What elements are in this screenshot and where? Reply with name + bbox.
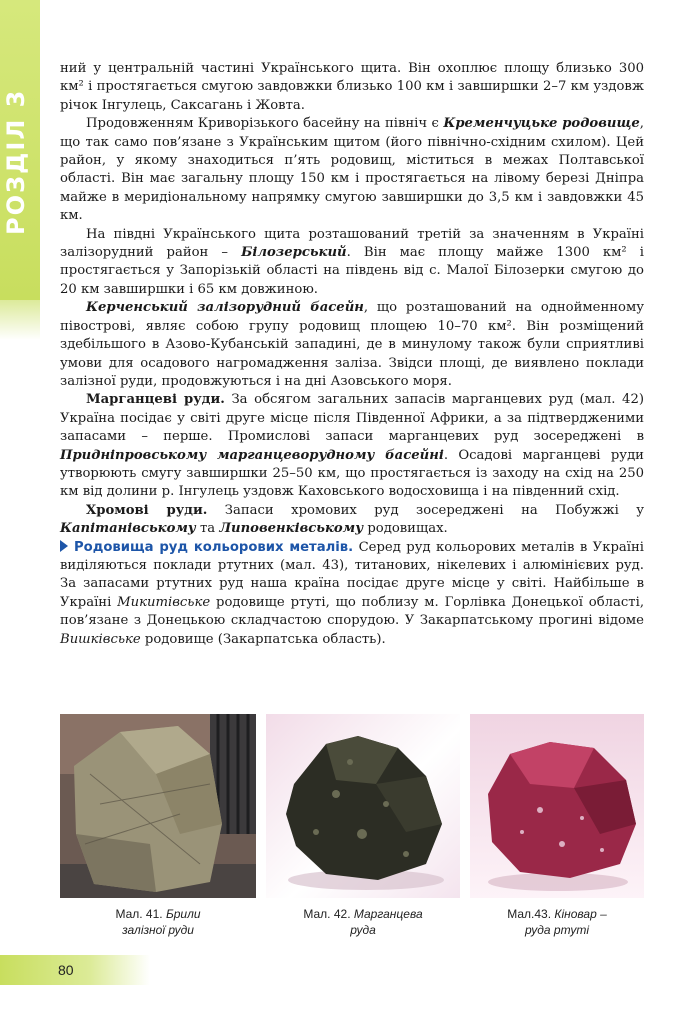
- iron-ore-boulder-photo: [60, 714, 256, 898]
- paragraph-2: Продовженням Криворізького басейну на північ є Кременчуцьке родовище, що так само пов’язане з Українським щитом (його північно-східним схилом). Цей район, у якому знаходиться п’ять родовищ, міститься в межах Полтавської області. Він має загальну площу 150 км і простягається на лівому березі Дніпра майже в меридіональному напрямку смугою завширшки до 3,5 км і завдовжки 45 км.: [60, 116, 644, 224]
- paragraph-1: ний у центральній частині Українського щита. Він охоплює площу близько 300 км² і простягається смугою завдовжки близько 100 км і завширшки 2–7 км уздовж річок Інгулець, Саксагань і Жовта.: [60, 61, 644, 113]
- figure-caption-41: Мал. 41. Брили залізної руди: [115, 907, 201, 937]
- section-marker-icon: [60, 540, 68, 552]
- section-heading: Родовища руд кольорових металів.: [74, 539, 354, 555]
- paragraph-4: Керченський залізорудний басейн, що розташований на однойменному півострові, являє собою групу родовищ площею 10–70 км². Він розміщений здебільшого в Азово-Кубанській западині, де в минулому також були сприятливі умови для осадового нагромадження заліза. Звідси площі, де виявлено поклади залізної руди, продовжуються і на дні Азовського моря.: [60, 300, 644, 389]
- manganese-ore-photo: [266, 714, 460, 898]
- figure-caption-42: Мал. 42. Марганцева руда: [303, 907, 423, 937]
- page-number: 80: [58, 962, 74, 978]
- paragraph-6: Хромові руди. Запаси хромових руд зосереджені на Побужжі у Капітанівському та Липовенківському родовищах.: [60, 502, 644, 537]
- chapter-side-tab-fade: [0, 300, 40, 340]
- chapter-label: РОЗДІЛ 3: [2, 88, 30, 236]
- paragraph-7: Родовища руд кольорових металів. Серед руд кольорових металів в Україні виділяються поклади ртутних (мал. 43), титанових, нікелевих і алюмінієвих руд. За запасами ртутних руд наша країна посідає друге місце у світі. Найбільше в Україні Микитівське родовище ртуті, що поблизу м. Горлівка Донецької області, пов’язане з Донецькою складчастою спорудою. У Закарпатському прогині відоме Вишківське родовище (Закарпатська область).: [60, 539, 645, 647]
- paragraph-3: На півдні Українського щита розташований третій за значенням в Україні залізорудний район – Білозерський. Він має площу майже 1300 км² і простягається у Запорізькій області на південь від с. Малої Білозерки смугою до 20 км завширшки і 65 км довжиною.: [60, 226, 644, 297]
- body-text: [60, 60, 644, 649]
- cinnabar-ore-photo: [470, 714, 644, 898]
- page-footer-bar: [0, 955, 150, 985]
- paragraph-5: Марганцеві руди. За обсягом загальних запасів марганцевих руд (мал. 42) Україна посідає у світі друге місце після Південної Африки, а за підтвердженими запасами – перше. Промислові запаси марганцевих руд зосереджені в Придніпровському марганцеворудному басейні. Осадові марганцеві руди утворюють смугу завширшки 25–50 км, що простягається із заходу на схід на 250 км від долини р. Інгулець уздовж Каховського водосховища і на південний схід.: [60, 392, 644, 500]
- figure-caption-43: Мал.43. Кіновар – руда ртуті: [507, 907, 607, 937]
